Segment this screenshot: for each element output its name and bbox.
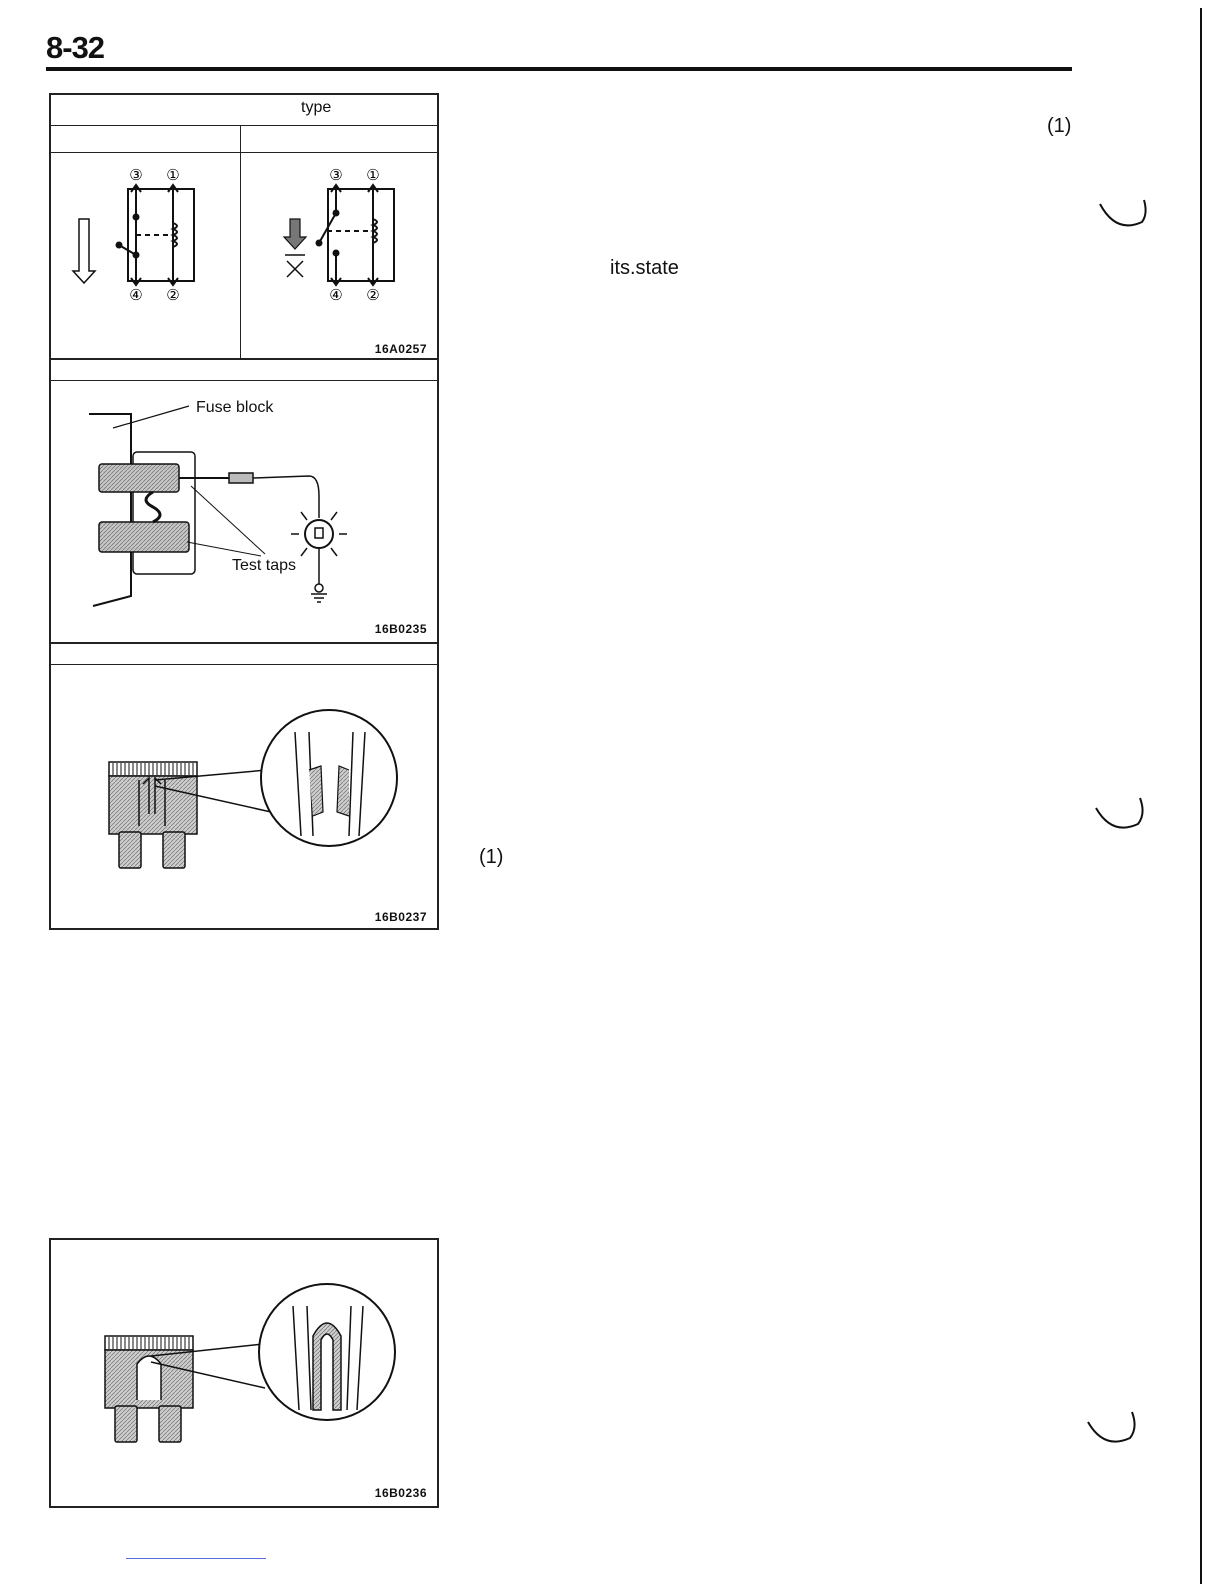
binder-hole-mark <box>1082 1400 1142 1450</box>
relay-energized-diagram <box>271 161 431 311</box>
relay-normal-diagram <box>71 161 231 311</box>
figure-code: 16B0237 <box>374 910 427 924</box>
table-divider <box>240 125 241 358</box>
fuse-block-test-diagram <box>51 382 437 622</box>
fuse-block-label: Fuse block <box>196 399 274 416</box>
blown-fuse-diagram <box>51 666 437 906</box>
body-text-its-state: its.state <box>610 257 679 279</box>
pin2-label: ② <box>366 286 380 304</box>
pin4-label: ④ <box>129 286 143 304</box>
table-rule <box>51 152 437 153</box>
pin4-label: ④ <box>329 286 343 304</box>
panel-header-rule <box>51 664 437 665</box>
blown-fuse-figure-panel <box>49 642 439 930</box>
fuse-test-figure-panel <box>49 358 439 644</box>
figure-code: 16A0257 <box>374 342 427 356</box>
relay-figure-panel <box>49 93 439 360</box>
figure-code: 16B0236 <box>374 1486 427 1500</box>
step-marker-lower: (1) <box>479 846 504 868</box>
pin1-label: ① <box>366 166 380 184</box>
footer-link-underline <box>126 1558 266 1559</box>
figure-code: 16B0235 <box>374 622 427 636</box>
page-edge-rule <box>1200 8 1202 1584</box>
pin2-label: ② <box>166 286 180 304</box>
relay-table-header: type <box>301 99 332 116</box>
test-taps-label: Test taps <box>232 557 297 574</box>
pin3-label: ③ <box>329 166 343 184</box>
pin1-label: ① <box>166 166 180 184</box>
step-marker-top: (1) <box>1047 115 1072 137</box>
page-number: 8-32 <box>46 30 105 65</box>
good-fuse-diagram <box>51 1240 437 1480</box>
table-rule <box>51 125 437 126</box>
panel-header-rule <box>51 380 437 381</box>
binder-hole-mark <box>1092 186 1152 236</box>
binder-hole-mark <box>1090 786 1150 836</box>
header-rule <box>46 67 1072 71</box>
pin3-label: ③ <box>129 166 143 184</box>
good-fuse-figure-panel <box>49 1238 439 1508</box>
